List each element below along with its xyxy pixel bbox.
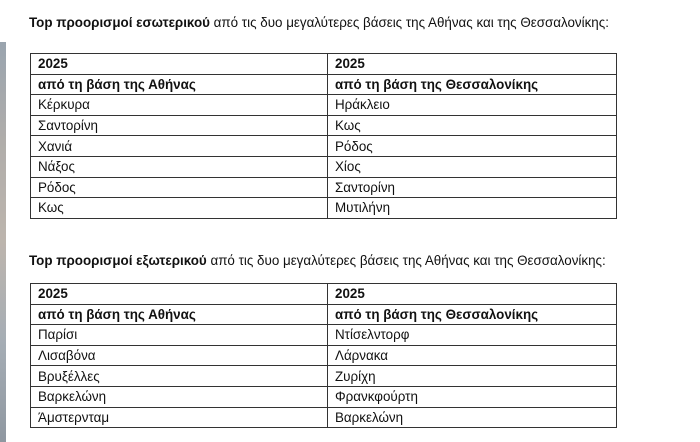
international-heading-bold: Top προορισμοί εξωτερικού	[29, 253, 207, 268]
domestic-heading-bold: Top προορισμοί εσωτερικού	[29, 15, 210, 30]
athens-destination: Ρόδος	[31, 177, 328, 198]
international-heading-text: από τις δυο μεγαλύτερες βάσεις της Αθήνας και της Θεσσαλονίκης:	[206, 253, 606, 268]
table-row	[31, 156, 617, 177]
thessaloniki-destination: Ντίσελντορφ	[328, 325, 617, 346]
year-header-athens: 2025	[31, 54, 328, 75]
table-row	[31, 198, 617, 219]
athens-destination: Βαρκελώνη	[31, 386, 328, 407]
domestic-heading	[29, 14, 609, 32]
table-row	[31, 115, 617, 136]
table-header-row	[31, 284, 617, 305]
table-row	[31, 345, 617, 366]
athens-destination: Σαντορίνη	[31, 115, 328, 136]
athens-destination: Χανιά	[31, 136, 328, 157]
table-row	[31, 136, 617, 157]
year-header-athens: 2025	[31, 284, 328, 305]
table-header-row	[31, 304, 617, 325]
table-row	[31, 386, 617, 407]
international-destinations-table	[30, 283, 617, 428]
thessaloniki-destination: Σαντορίνη	[328, 177, 617, 198]
base-header-thessaloniki: από τη βάση της Θεσσαλονίκης	[328, 304, 617, 325]
table-row	[31, 325, 617, 346]
base-header-thessaloniki: από τη βάση της Θεσσαλονίκης	[328, 74, 617, 95]
base-header-athens: από τη βάση της Αθήνας	[31, 74, 328, 95]
year-header-thessaloniki: 2025	[328, 54, 617, 75]
table-header-row	[31, 74, 617, 95]
thessaloniki-destination: Μυτιλήνη	[328, 198, 617, 219]
domestic-heading-text: από τις δυο μεγαλύτερες βάσεις της Αθήνας και της Θεσσαλονίκης:	[209, 15, 609, 30]
table-row	[31, 407, 617, 428]
thessaloniki-destination: Ρόδος	[328, 136, 617, 157]
thessaloniki-destination: Λάρνακα	[328, 345, 617, 366]
athens-destination: Κέρκυρα	[31, 95, 328, 116]
thessaloniki-destination: Φρανκφούρτη	[328, 386, 617, 407]
athens-destination: Νάξος	[31, 156, 328, 177]
base-header-athens: από τη βάση της Αθήνας	[31, 304, 328, 325]
thessaloniki-destination: Χίος	[328, 156, 617, 177]
athens-destination: Κως	[31, 198, 328, 219]
year-header-thessaloniki: 2025	[328, 284, 617, 305]
athens-destination: Παρίσι	[31, 325, 328, 346]
athens-destination: Λισαβόνα	[31, 345, 328, 366]
international-heading	[29, 252, 606, 270]
table-row	[31, 366, 617, 387]
athens-destination: Άμστερνταμ	[31, 407, 328, 428]
domestic-destinations-table	[30, 53, 617, 219]
thessaloniki-destination: Κως	[328, 115, 617, 136]
athens-destination: Βρυξέλλες	[31, 366, 328, 387]
table-header-row	[31, 54, 617, 75]
table-row	[31, 95, 617, 116]
thessaloniki-destination: Ηράκλειο	[328, 95, 617, 116]
background-photo-edge	[0, 42, 6, 442]
thessaloniki-destination: Ζυρίχη	[328, 366, 617, 387]
table-row	[31, 177, 617, 198]
thessaloniki-destination: Βαρκελώνη	[328, 407, 617, 428]
